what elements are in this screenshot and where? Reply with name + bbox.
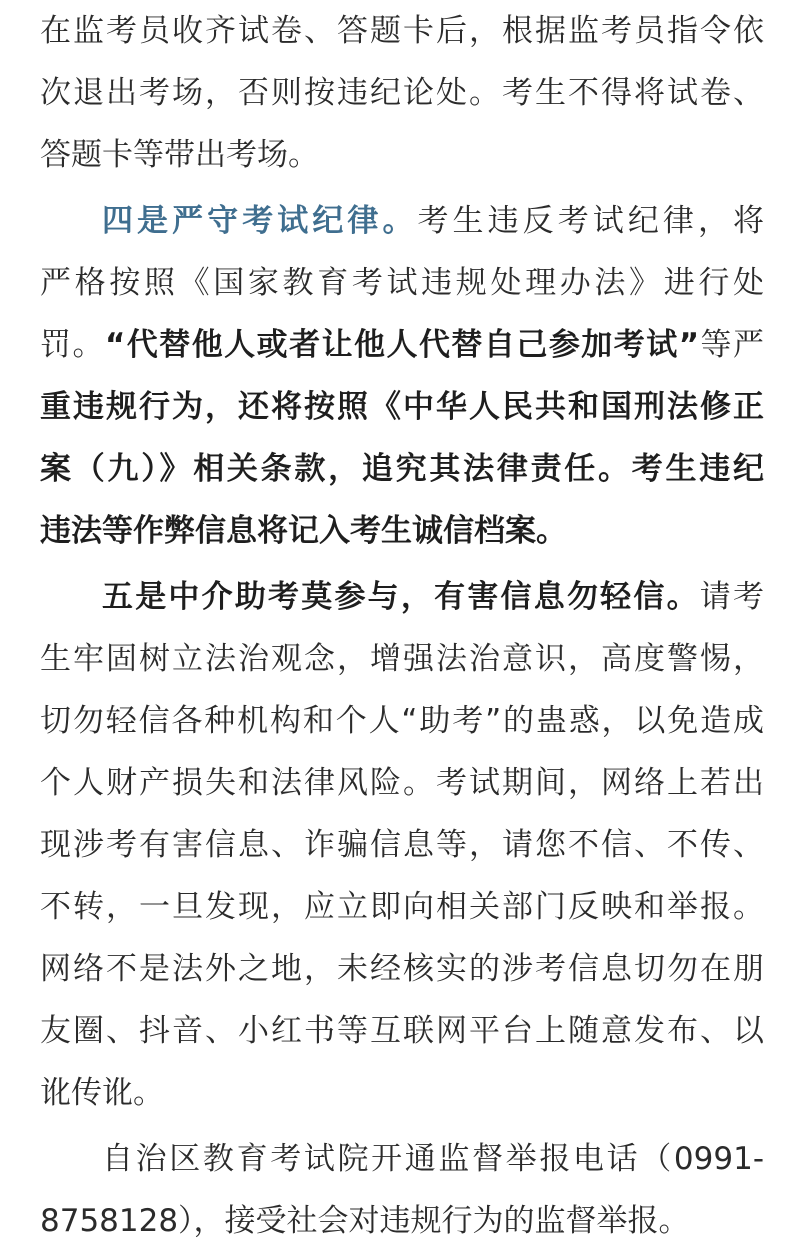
paragraph-exam-discipline (40, 190, 764, 562)
section-heading-discipline: 四是严守考试纪律。 (102, 203, 418, 239)
text-line: 网络不是法外之地，未经核实的涉考信息切勿在朋 (40, 951, 764, 987)
paragraph-agency-warning (40, 566, 764, 1124)
text-line: 不转，一旦发现，应立即向相关部门反映和举报。 (40, 889, 764, 925)
section-heading-agency: 五是中介助考莫参与，有害信息勿轻信。 (102, 579, 700, 615)
text-line: 在监考员收齐试卷、答题卡后，根据监考员指令依 (40, 13, 764, 49)
text-line: 讹传讹。 (40, 1075, 164, 1111)
text-line: 生牢固树立法治观念，增强法治意识，高度警惕， (40, 641, 764, 677)
text-line (40, 566, 764, 628)
text-line-bold: 违法等作弊信息将记入考生诚信档案。 (40, 513, 567, 549)
paragraph-report-hotline (40, 1128, 764, 1252)
emphasis-substitute-exam: “代替他人或者让他人代替自己参加考试” (104, 327, 700, 363)
text-line: 次退出考场，否则按违纪论处。考生不得将试卷、 (40, 75, 764, 111)
text-line-bold: 重违规行为，还将按照《中华人民共和国刑法修正 (40, 389, 764, 425)
text-fragment: 罚。 (40, 327, 105, 363)
text-fragment: 请考 (699, 579, 765, 615)
text-line: 个人财产损失和法律风险。考试期间，网络上若出 (40, 765, 764, 801)
text-line: 友圈、抖音、小红书等互联网平台上随意发布、以 (40, 1013, 764, 1049)
text-line (40, 314, 764, 376)
text-line: 现涉考有害信息、诈骗信息等，请您不信、不传、 (40, 827, 764, 863)
text-line: 严格按照《国家教育考试违规处理办法》进行处 (40, 265, 764, 301)
text-line: 自治区教育考试院开通监督举报电话（0991- (102, 1141, 764, 1177)
text-line-bold: 案（九）》相关条款，追究其法律责任。考生违纪 (40, 451, 764, 487)
paragraph-exam-exit (40, 0, 764, 186)
article-body (40, 0, 764, 1252)
text-fragment: 等严 (699, 327, 765, 363)
text-line: 8758128），接受社会对违规行为的监督举报。 (40, 1203, 690, 1239)
text-fragment: 考生违反考试纪律，将 (417, 203, 764, 239)
text-line: 切勿轻信各种机构和个人“助考”的蛊惑，以免造成 (40, 703, 764, 739)
text-line: 答题卡等带出考场。 (40, 137, 319, 173)
text-line (40, 190, 764, 252)
